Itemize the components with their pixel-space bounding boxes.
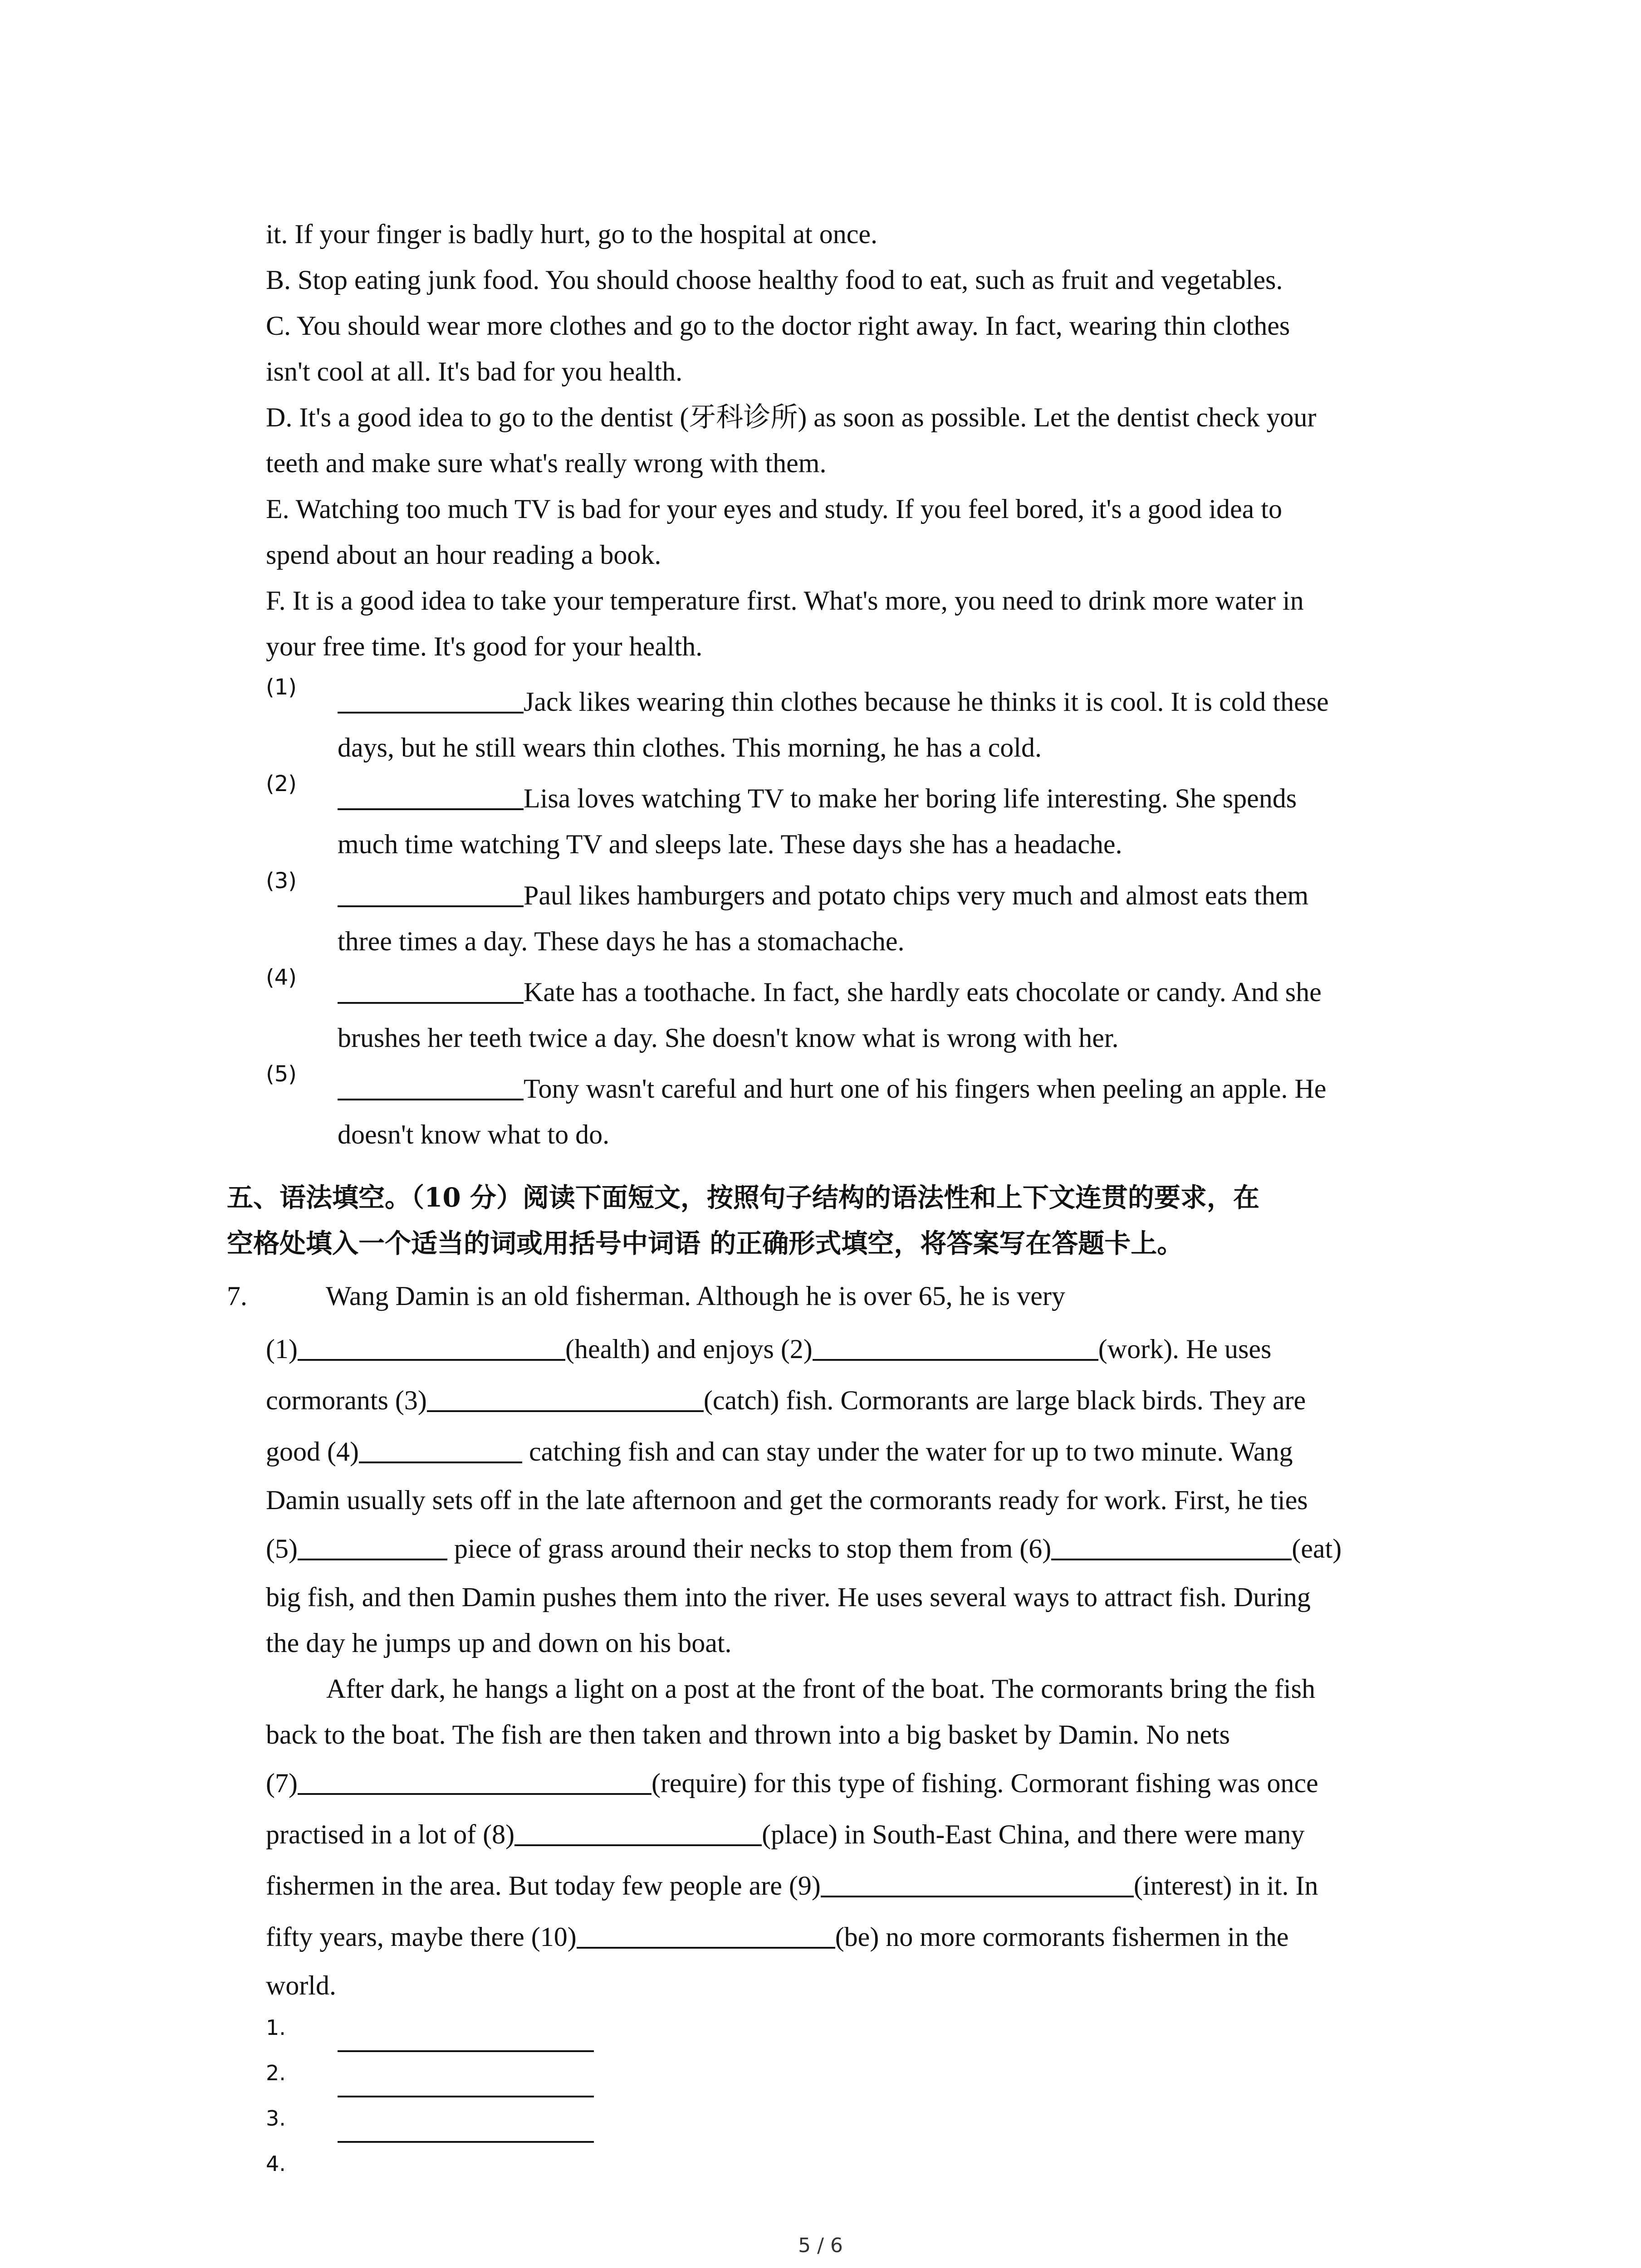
- option-c-line2: isn't cool at all. It's bad for you health.: [266, 357, 683, 386]
- question-text-line2: much time watching TV and sleeps late. These days she has a headache.: [338, 829, 1122, 859]
- section-heading: [227, 1175, 1461, 1266]
- question-number: (1): [266, 675, 297, 700]
- passage-text: (eat): [1292, 1534, 1342, 1564]
- passage-text: (catch) fish. Cormorants are large black birds. They are: [703, 1385, 1306, 1415]
- passage-text: (health) and enjoys (2): [565, 1334, 813, 1364]
- question-item: [266, 868, 1464, 964]
- answer-blank[interactable]: [514, 1816, 762, 1846]
- passage-text: (require) for this type of fishing. Cormorant fishing was once: [651, 1768, 1318, 1798]
- question-text-line1: Lisa loves watching TV to make her boring life interesting. She spends: [524, 783, 1297, 813]
- question-item: [266, 771, 1464, 867]
- option-c-line1: C. You should wear more clothes and go to the doctor right away. In fact, wearing thin clothes: [266, 311, 1290, 341]
- passage-line: Damin usually sets off in the late afternoon and get the cormorants ready for work. First, he ties: [266, 1485, 1308, 1515]
- question-text-line2: three times a day. These days he has a stomachache.: [338, 926, 905, 956]
- passage-text: cormorants (3): [266, 1385, 427, 1415]
- question-number: (4): [266, 965, 297, 990]
- passage-line: world.: [266, 1970, 336, 2000]
- passage-text: (5): [266, 1534, 298, 1564]
- passage-line: Wang Damin is an old fisherman. Although he is over 65, he is very: [326, 1281, 1065, 1311]
- question-text-line1: Paul likes hamburgers and potato chips very much and almost eats them: [524, 880, 1309, 910]
- answer-blank[interactable]: [338, 974, 524, 1004]
- answer-label: 2.: [266, 2061, 286, 2085]
- passage-line: [266, 1758, 1464, 1809]
- section-heading-line2: 空格处填入一个适当的词或用括号中词语 的正确形式填空，将答案写在答题卡上。: [227, 1228, 1184, 1259]
- passage-line: the day he jumps up and down on his boat.: [266, 1628, 732, 1658]
- answer-blank[interactable]: [338, 1070, 524, 1100]
- question-text-line1: Tony wasn't careful and hurt one of his fingers when peeling an apple. He: [524, 1074, 1327, 1104]
- passage-line: After dark, he hangs a light on a post at the front of the boat. The cormorants bring the fish: [326, 1674, 1315, 1704]
- passage-line: [266, 1523, 1464, 1574]
- answer-blank[interactable]: [821, 1867, 1134, 1897]
- answer-blank[interactable]: [577, 1919, 835, 1949]
- answer-blank[interactable]: [298, 1765, 652, 1795]
- page-number: 5 / 6: [798, 2234, 843, 2257]
- section-heading-line1: 五、语法填空。（10 分）阅读下面短文，按照句子结构的语法性和上下文连贯的要求，在: [227, 1182, 1259, 1213]
- options-block: [266, 211, 1464, 670]
- answer-blank[interactable]: [298, 1331, 565, 1361]
- answer-blank[interactable]: [813, 1331, 1098, 1361]
- question-text-line2: days, but he still wears thin clothes. This morning, he has a cold.: [338, 733, 1042, 763]
- option-e-line1: E. Watching too much TV is bad for your eyes and study. If you feel bored, it's a good idea to: [266, 494, 1282, 524]
- answer-label: 1.: [266, 2015, 286, 2040]
- question-number: 7.: [227, 1281, 247, 1311]
- question-item: [266, 965, 1464, 1061]
- passage-line: [266, 1426, 1464, 1477]
- passage-text: good (4): [266, 1437, 359, 1466]
- answer-blank[interactable]: [298, 1530, 447, 1560]
- passage-first-line: [326, 1273, 1460, 1319]
- answer-blank[interactable]: [427, 1382, 704, 1412]
- passage-line: [266, 1375, 1464, 1426]
- answer-label: 4.: [266, 2151, 286, 2176]
- answer-blank[interactable]: [338, 877, 524, 907]
- answer-blank[interactable]: [338, 684, 524, 714]
- passage-line: [266, 1324, 1464, 1375]
- option-b: B. Stop eating junk food. You should choose healthy food to eat, such as fruit and vegetables.: [266, 265, 1283, 295]
- passage-line: [266, 1860, 1464, 1911]
- option-d-line2: teeth and make sure what's really wrong with them.: [266, 448, 827, 478]
- passage-text: piece of grass around their necks to stop them from (6): [447, 1534, 1052, 1564]
- passage-text: catching fish and can stay under the water for up to two minute. Wang: [522, 1437, 1293, 1466]
- question-item: [266, 1061, 1464, 1158]
- question-number: (5): [266, 1061, 297, 1087]
- option-f-line1: F. It is a good idea to take your temperature first. What's more, you need to drink more water in: [266, 586, 1304, 616]
- passage-text: fishermen in the area. But today few people are (9): [266, 1871, 821, 1901]
- question-number: (3): [266, 868, 297, 894]
- option-a-tail: it. If your finger is badly hurt, go to the hospital at once.: [266, 219, 878, 249]
- passage-body: [266, 1324, 1464, 2009]
- passage-line: [266, 1809, 1464, 1860]
- option-d-line1: D. It's a good idea to go to the dentist (牙科诊所) as soon as possible. Let the dentist check your: [266, 402, 1317, 432]
- answer-blank[interactable]: [359, 1433, 522, 1463]
- answer-blank[interactable]: [338, 780, 524, 810]
- answer-blank[interactable]: [1051, 1530, 1292, 1560]
- option-f-line2: your free time. It's good for your health.: [266, 631, 703, 661]
- passage-text: (place) in South-East China, and there were many: [762, 1819, 1305, 1849]
- passage-text: practised in a lot of (8): [266, 1819, 515, 1849]
- passage-text: (be) no more cormorants fishermen in the: [835, 1922, 1289, 1952]
- question-text-line2: doesn't know what to do.: [338, 1119, 610, 1149]
- question-text-line1: Jack likes wearing thin clothes because he thinks it is cool. It is cold these: [524, 687, 1329, 717]
- passage-text: (7): [266, 1768, 298, 1798]
- question-text-line1: Kate has a toothache. In fact, she hardly eats chocolate or candy. And she: [524, 977, 1322, 1007]
- question-item: [266, 675, 1464, 771]
- question-text-line2: brushes her teeth twice a day. She doesn't know what is wrong with her.: [338, 1023, 1119, 1053]
- passage-text: (work). He uses: [1098, 1334, 1272, 1364]
- passage-text: (interest) in it. In: [1133, 1871, 1318, 1901]
- passage-line: big fish, and then Damin pushes them into the river. He uses several ways to attract fish. During: [266, 1582, 1311, 1612]
- answer-line[interactable]: [338, 2141, 594, 2143]
- passage-text: fifty years, maybe there (10): [266, 1922, 577, 1952]
- passage-line: back to the boat. The fish are then taken and thrown into a big basket by Damin. No nets: [266, 1720, 1230, 1750]
- answer-label: 3.: [266, 2106, 286, 2131]
- question-number: (2): [266, 771, 297, 797]
- option-e-line2: spend about an hour reading a book.: [266, 540, 661, 570]
- answer-line[interactable]: [338, 2096, 594, 2097]
- answer-line[interactable]: [338, 2050, 594, 2052]
- blank-number: (1): [266, 1334, 298, 1364]
- passage-line: [266, 1911, 1464, 1963]
